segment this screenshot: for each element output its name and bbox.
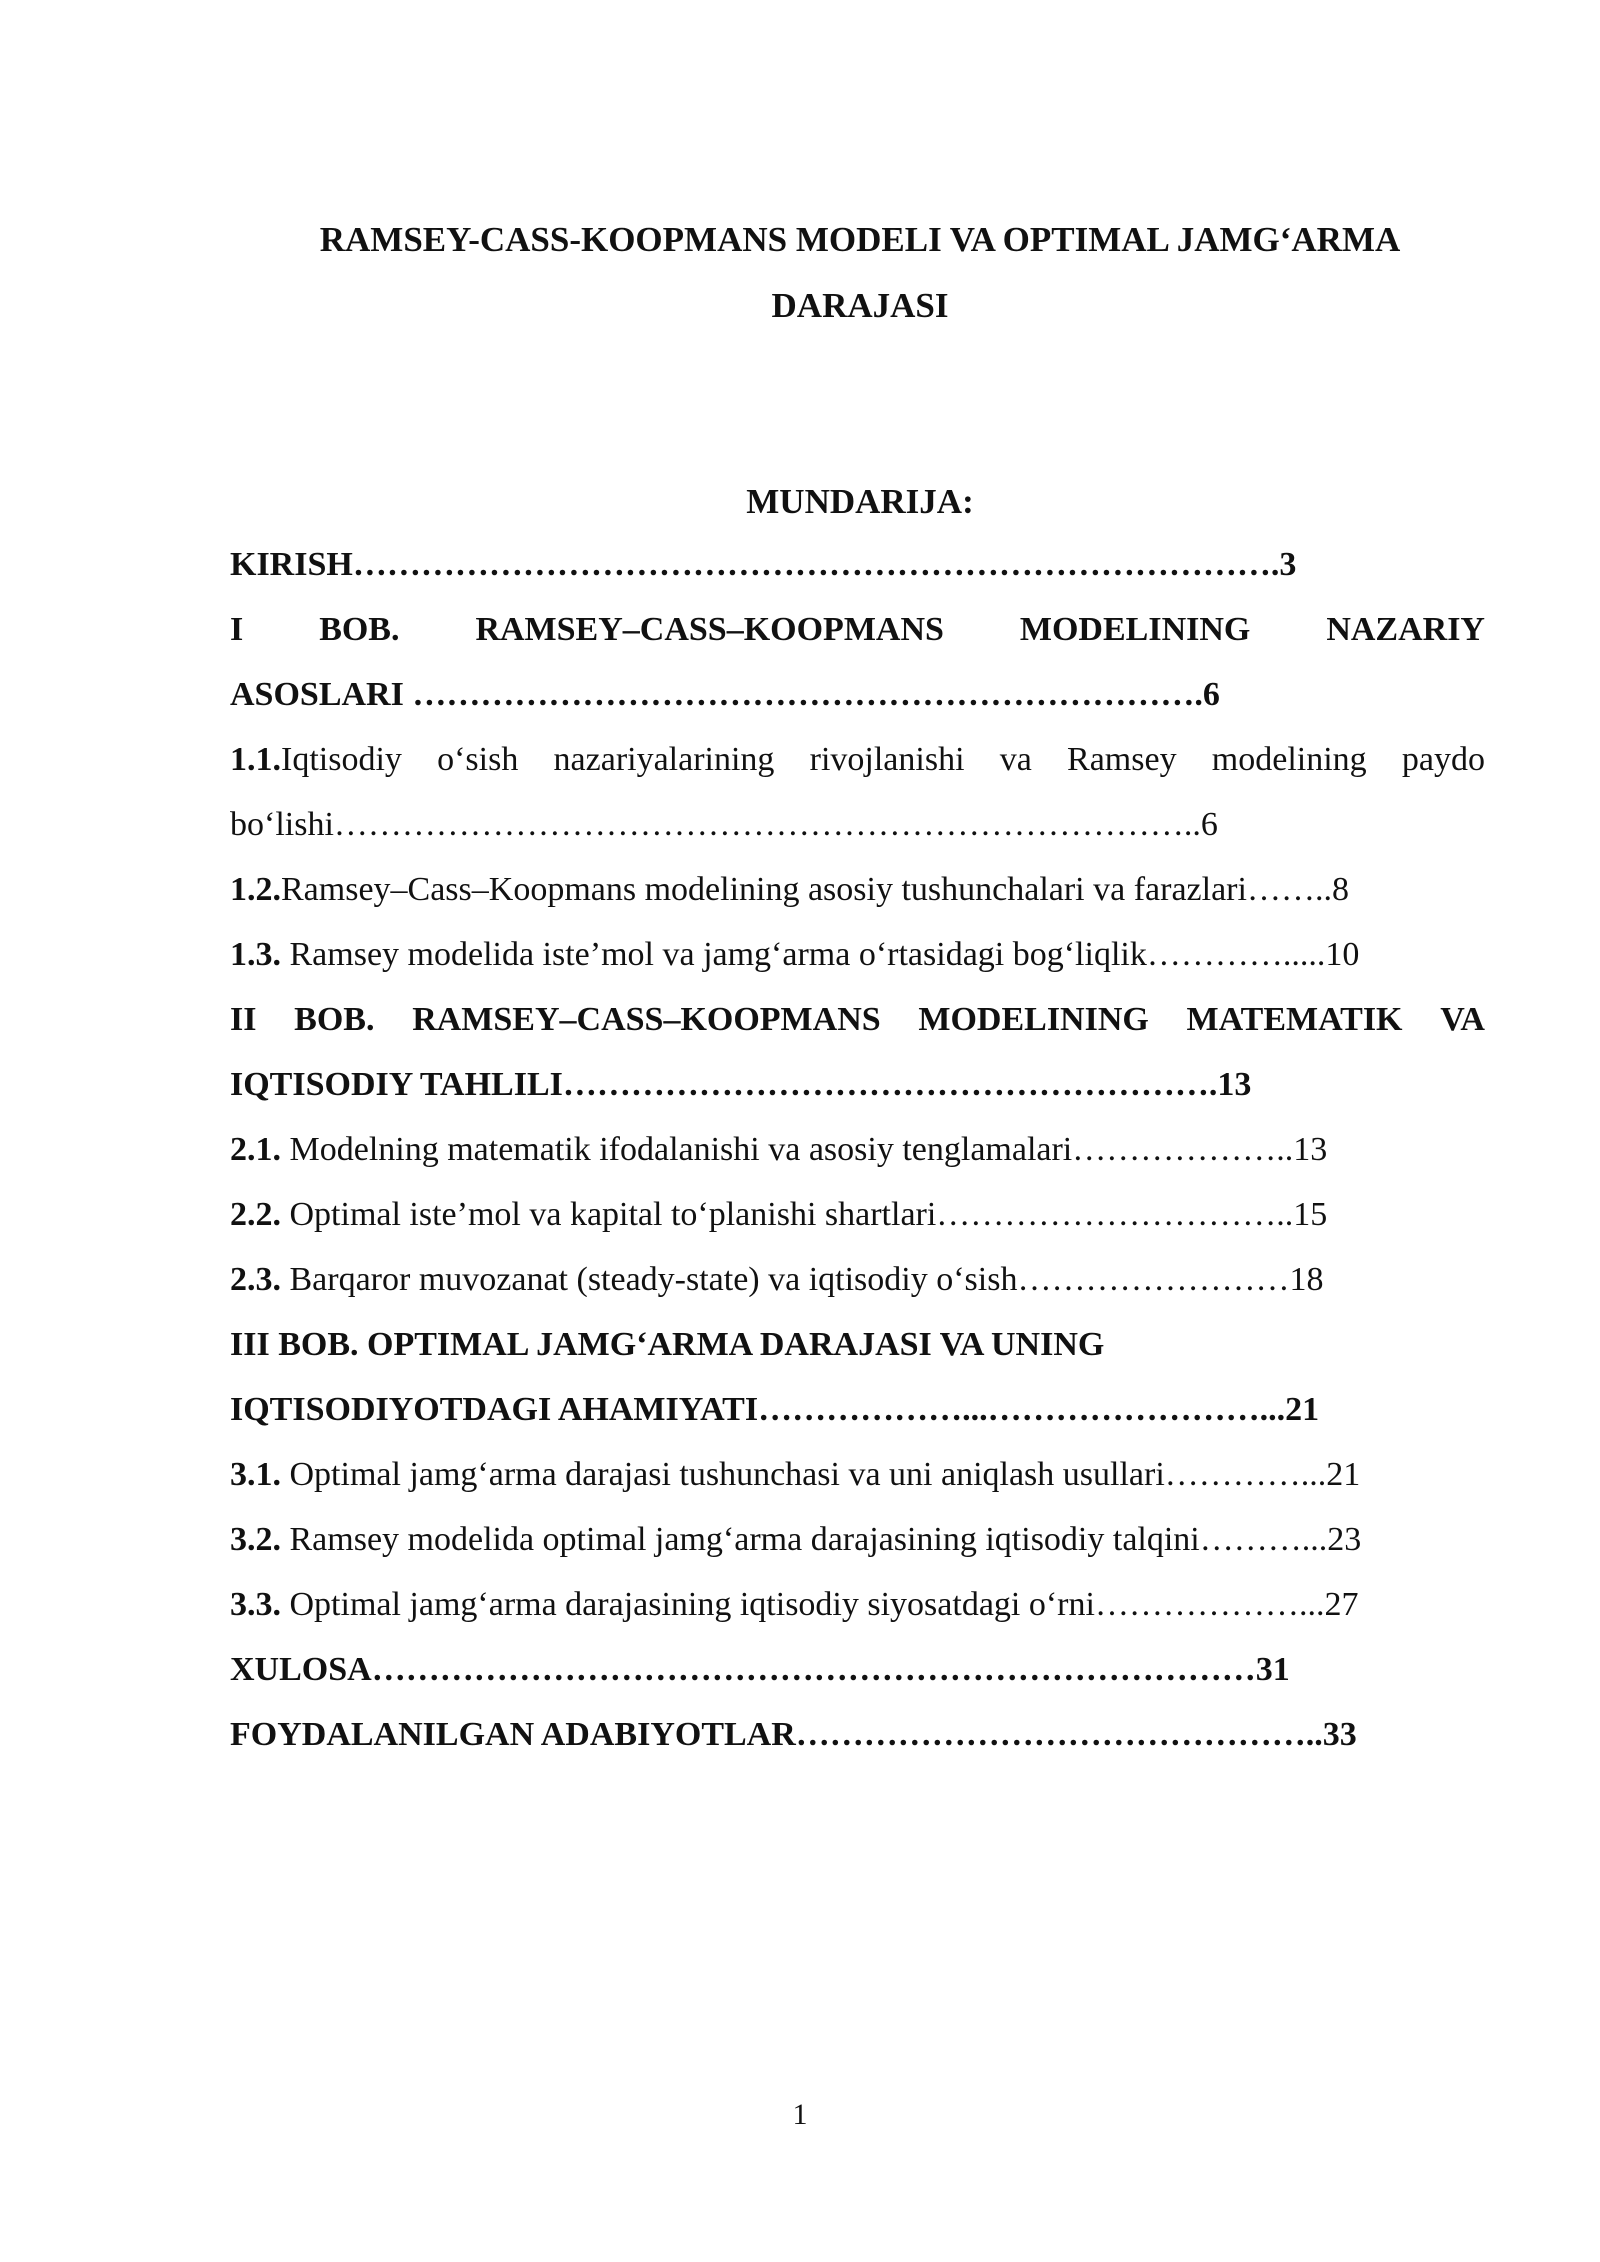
toc-section-word: nazariyalarining [553, 743, 775, 777]
toc-chapter-word: RAMSEY–CASS–KOOPMANS [412, 1003, 881, 1037]
toc-chapter-word: MODELINING [918, 1003, 1149, 1037]
toc-section-text: Optimal jamg‘arma darajasi tushunchasi va uni aniqlash usullari…………...21 [281, 1458, 1361, 1492]
page-number: 1 [792, 2098, 808, 2131]
toc-heading: MUNDARIJA: [746, 482, 974, 521]
toc-chapter-1-line-1 [230, 613, 1485, 647]
toc-chapter-word: I [230, 613, 244, 647]
toc-section-text: Ramsey–Cass–Koopmans modelining asosiy tushunchalari va farazlari……..8 [281, 873, 1349, 907]
document-title-line-2: DARAJASI [771, 286, 949, 325]
toc-section-word: Iqtisodiy [281, 743, 402, 777]
toc-chapter-word: RAMSEY–CASS–KOOPMANS [475, 613, 944, 647]
toc-section-number: 1.2. [230, 873, 281, 907]
toc-section-3-3 [230, 1588, 1485, 1622]
toc-chapter-word: II [230, 1003, 257, 1037]
toc-section-word: o‘sish [437, 743, 519, 777]
toc-section-number: 3.3. [230, 1588, 281, 1622]
toc-chapter-word: BOB. [319, 613, 400, 647]
toc-section-text: Optimal iste’mol va kapital to‘planishi shartlari…………………………..15 [281, 1198, 1328, 1232]
toc-section-text: Optimal jamg‘arma darajasining iqtisodiy siyosatdagi o‘rni………………...27 [281, 1588, 1359, 1622]
toc-section-number: 1.3. [230, 938, 281, 972]
toc-section-word: rivojlanishi [809, 743, 965, 777]
toc-section-3-2 [230, 1523, 1485, 1557]
toc-section-3-1 [230, 1458, 1485, 1492]
toc-section-word: va [999, 743, 1032, 777]
toc-section-number: 3.2. [230, 1523, 281, 1557]
toc-section-number: 2.3. [230, 1263, 281, 1297]
toc-section-1-1-line-1 [230, 743, 1485, 777]
toc-entry-kirish: KIRISH……………………………………………………………………….3 [230, 548, 1297, 582]
toc-section-1-3 [230, 938, 1485, 972]
toc-section-1-2 [230, 873, 1485, 907]
toc-section-word: paydo [1401, 743, 1485, 777]
toc-section-word: modelining [1211, 743, 1367, 777]
toc-section-2-2 [230, 1198, 1485, 1232]
toc-chapter-2-line-1 [230, 1003, 1485, 1037]
toc-section-2-1 [230, 1133, 1485, 1167]
toc-entry-adabiyotlar: FOYDALANILGAN ADABIYOTLAR………………………………………..33 [230, 1718, 1357, 1752]
toc-entry-xulosa: XULOSA……………………………………………………………………31 [230, 1653, 1290, 1687]
toc-section-text: Barqaror muvozanat (steady-state) va iqtisodiy o‘sish……………………18 [281, 1263, 1324, 1297]
toc-chapter-word: MATEMATIK [1186, 1003, 1403, 1037]
toc-chapter-2-line-2: IQTISODIY TAHLILI………………………………………………….13 [230, 1068, 1252, 1102]
toc-section-2-3 [230, 1263, 1485, 1297]
toc-section-1-1-first-word [230, 743, 402, 777]
document-title: RAMSEY-CASS-KOOPMANS MODELI VA OPTIMAL JAMG‘ARMA [319, 220, 1401, 259]
toc-chapter-word: VA [1440, 1003, 1485, 1037]
toc-section-text: Ramsey modelida iste’mol va jamg‘arma o‘rtasidagi bog‘liqlik………….....10 [281, 938, 1360, 972]
toc-section-text: Modelning matematik ifodalanishi va asosiy tenglamalari………………..13 [281, 1133, 1328, 1167]
toc-chapter-3-line-2: IQTISODIYOTDAGI AHAMIYATI………………...……………………...21 [230, 1393, 1320, 1427]
toc-section-word: Ramsey [1067, 743, 1177, 777]
toc-section-number: 3.1. [230, 1458, 281, 1492]
toc-section-number: 1.1. [230, 743, 281, 777]
toc-chapter-word: BOB. [294, 1003, 375, 1037]
toc-section-number: 2.1. [230, 1133, 281, 1167]
toc-section-text: Ramsey modelida optimal jamg‘arma darajasining iqtisodiy talqini………...23 [281, 1523, 1362, 1557]
toc-chapter-3-line-1: III BOB. OPTIMAL JAMG‘ARMA DARAJASI VA UNING [230, 1328, 1105, 1362]
toc-chapter-word: MODELINING [1019, 613, 1251, 647]
toc-section-1-1-line-2: bo‘lishi…………………………………………………………………..6 [230, 808, 1218, 842]
toc-section-number: 2.2. [230, 1198, 281, 1232]
toc-chapter-1-line-2: ASOSLARI …………………………………………………………….6 [230, 678, 1220, 712]
toc-chapter-word: NAZARIY [1326, 613, 1485, 647]
